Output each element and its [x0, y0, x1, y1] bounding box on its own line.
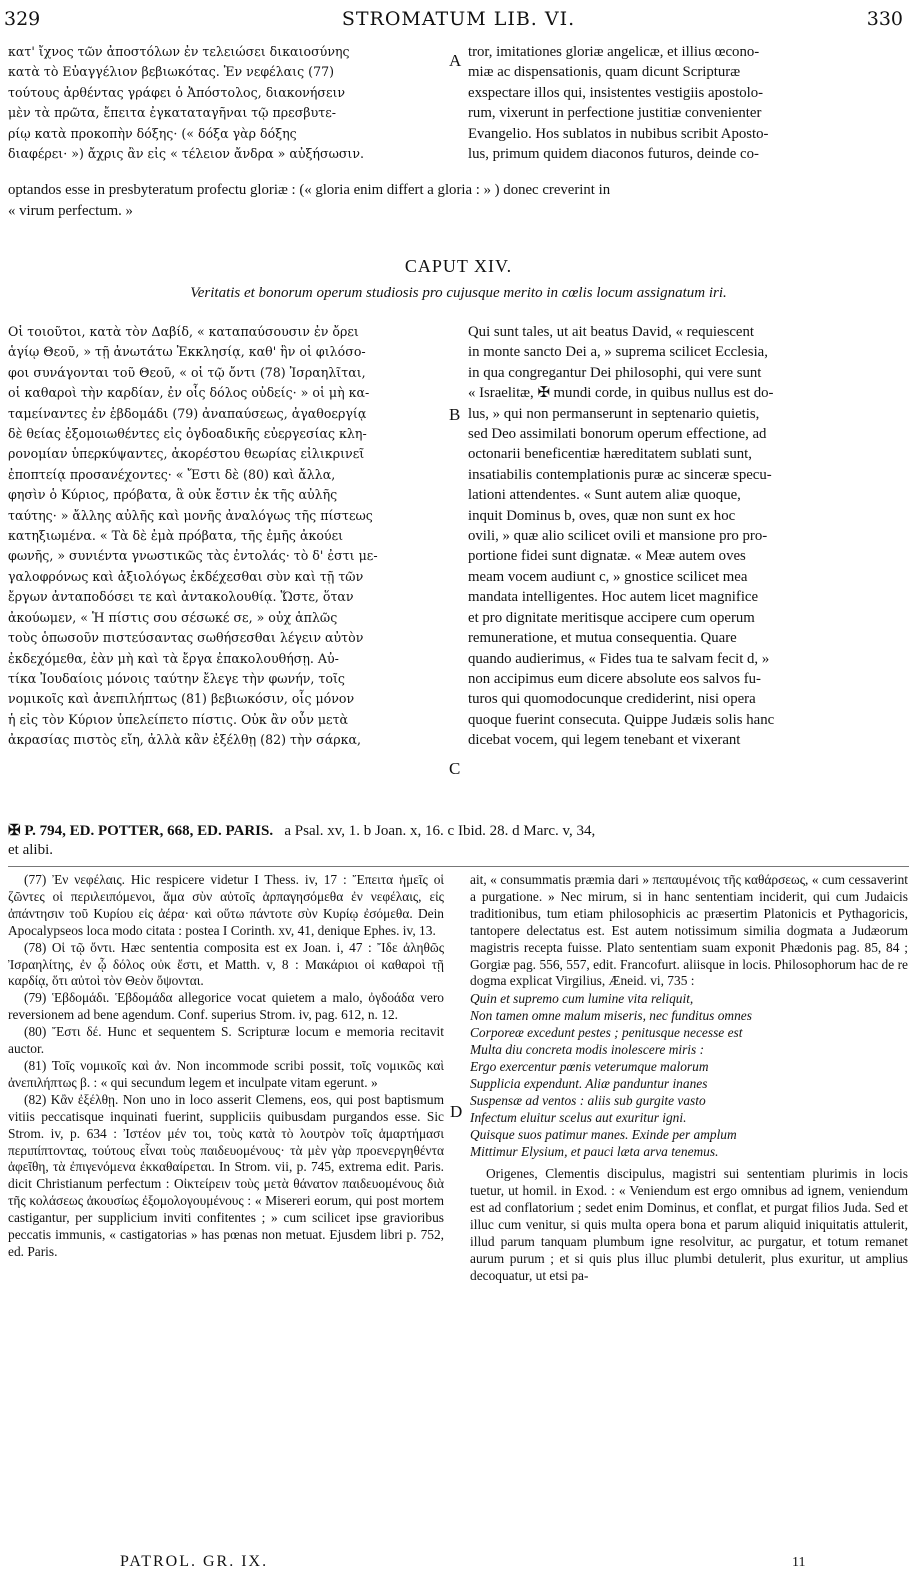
- greek-line: ἀκούωμεν, « Ἡ πίστις σου σέσωκέ σε, » οὐχ ἁπλῶς: [8, 609, 338, 625]
- edition-reference: ✠ P. 794, ED. POTTER, 668, ED. PARIS.: [8, 823, 274, 839]
- greek-line: μὲν τὰ πρῶτα, ἔπειτα ἐγκαταταγῆναι τῷ πρεσβυτε-: [8, 105, 336, 121]
- greek-line: ρίῳ κατὰ προκοπὴν δόξης· (« δόξα γὰρ δόξης: [8, 125, 297, 141]
- greek-line: κατηξιωμένα. « Τὰ δὲ ἐμὰ πρόβατα, τῆς ἐμῆς ἀκούει: [8, 528, 344, 544]
- greek-line: τοὺς ὁπωσοῦν πιστεύσαντας σωθήσεσθαι λέγειν αὐτὸν: [8, 630, 364, 646]
- latin-line: meam vocem audiunt c, » gnostice scilicet mea: [468, 568, 748, 585]
- latin-line: inquit Dominus b, oves, quæ non sunt ex hoc: [468, 507, 736, 524]
- latin-line: « Israelitæ, ✠ mundi corde, in quibus nullus est do-: [468, 385, 774, 402]
- greek-line: ἁγίῳ Θεοῦ, » τῇ ἀνωτάτω Ἐκκλησίᾳ, καθ' ἣν οἱ φιλόσο-: [8, 344, 366, 360]
- greek-line: ἐποπτείᾳ προσανέχοντες· « Ἔστι δὲ (80) καὶ ἄλλα,: [8, 466, 336, 482]
- margin-letter-d: D: [450, 1102, 463, 1121]
- greek-line: τίκα Ἰουδαίοις μόνοις ταύτην ἔλεγε τὴν φωνήν, τοῖς: [8, 670, 345, 686]
- greek-line: κατὰ τὸ Εὐαγγέλιον βεβιωκότας. Ἐν νεφέλαις (77): [8, 64, 335, 80]
- footer-mark: 11: [792, 1555, 806, 1570]
- margin-letter-b: B: [449, 405, 461, 424]
- latin-line: in monte sancto Dei a, » suprema scilicet Ecclesia,: [468, 344, 768, 361]
- greek-line: κατ' ἴχνος τῶν ἀποστόλων ἐν τελειώσει δικαιοσύνης: [8, 44, 350, 59]
- latin-line: Evangelio. Hos sublatos in nubibus scribit Aposto-: [468, 125, 769, 142]
- greek-line: φωνῆς, » συνιέντα γνωστικῶς τὰς ἐντολάς· τὸ δ' ἐστι με-: [8, 548, 378, 564]
- latin-line: miæ ac dispensationis, quam dicunt Scripturæ: [468, 64, 741, 81]
- latin-line: quoque fuerint consecuta. Quippe Judæis solis hanc: [468, 711, 775, 728]
- footnote: (78) Οἱ τῷ ὄντι. Hæc sententia composita est ex Joan. i, 47 : Ἴδε ἀληθῶς Ἰσραηλίτης, ἐν ᾧ δόλος οὐκ ἔστι, et Matth. v, 8 : Μακάριοι οἱ καθαροὶ τῇ καρδίᾳ, ὅτι αὐτοὶ τὸν Θεὸν ὄψονται.: [8, 939, 444, 989]
- notes-right-column: [470, 872, 908, 1548]
- top-full-line-1: optandos esse in presbyteratum profectu gloriæ : (« gloria enim differt a gloria : » ) donec creverint in: [8, 182, 611, 198]
- latin-line: exspectare illos qui, insistentes vestigiis apostolo-: [468, 84, 764, 101]
- greek-line: Οἱ τοιοῦτοι, κατὰ τὸν Δαβίδ, « καταπαύσουσιν ἐν ὄρει: [8, 324, 359, 339]
- latin-line: ovili, » quæ alio scilicet ovili et mansione pro pro-: [468, 528, 768, 545]
- footnote: (82) Κἂν ἐξέλθῃ. Non uno in loco asserit Clemens, eos, qui post baptismum vitiis peccatisque inquinati fuerint, suppliciis quibusdam purgandos esse. Sic Strom. iv, p. 634 : Ἰστέον μέν τοι, τοὺς κατὰ τὸ λουτρὸν τοῖς ἁμαρτήμασι περιπίπτοντας, τούτους εἶναι τοὺς παιδευομένους· τὰ μὲν γὰρ προενεργηθέντα ἀφεῖθη, τὰ ἐπιγενόμενα ἐκκαθαίρεται. In Strom. vii, p. 745, extrema edit. Paris. dicit Christianum perfectum : Οἰκτείρειν τοὺς μετὰ θάνατον παιδευομένους διὰ τῆς κολάσεως ἀκουσίως ἐξομολογουμένους : « Misereri eorum, qui post mortem castigantur, per supplicium inviti confitentes ; » cum scilicet ipse gravioribus peccatis immunis, « castigatorias » has pœnas non metuat. Ejusdem libri p. 752, ed. Paris.: [8, 1091, 444, 1259]
- greek-line: ταύτης· » ἄλλης αὐλῆς καὶ μονῆς ἀναλόγως τῆς πίστεως: [8, 507, 373, 523]
- scripture-references: [8, 822, 908, 860]
- latin-line: non accipimus eum dicere absolute eos salvos fu-: [468, 670, 761, 687]
- greek-line: ταμείναντες ἐν ἑβδομάδι (79) ἀναπαύσεως, ἀγαθοεργίᾳ: [8, 405, 367, 421]
- latin-line: sed Deo assimilati bonorum operum effectione, ad: [468, 426, 767, 443]
- top-full-line-2: « virum perfectum. »: [8, 203, 133, 219]
- latin-line: dicebat vocem, qui legem tenebant et vixerant: [468, 732, 741, 749]
- latin-line: quando audierimus, « Fides tua te salvam fecit d, »: [468, 650, 770, 667]
- latin-line: et pro dignitate meritisque accipere cum operum: [468, 609, 755, 626]
- latin-line: lus, » qui non permanserunt in septenario quietis,: [468, 405, 760, 422]
- margin-letter-c: C: [449, 759, 461, 778]
- greek-line: διαφέρει· ») ἄχρις ἂν εἰς « τέλειον ἄνδρα » αὐξήσωσιν.: [8, 146, 365, 162]
- top-latin-column: [468, 42, 908, 168]
- poem-line: Multa diu concreta modis inolescere miris :: [470, 1042, 705, 1058]
- latin-line: insatiabilis contemplationis puræ ac sinceræ specu-: [468, 466, 772, 483]
- poem-line: Quin et supremo cum lumine vita reliquit,: [470, 991, 694, 1007]
- greek-line: ἡ εἰς τὸν Κύριον ὑπελείπετο πίστις. Οὐκ ἂν οὖν μετὰ: [8, 711, 349, 727]
- greek-line: ἐκδεχόμεθα, ἐὰν μὴ καὶ τὰ ἔργα ἐπακολουθήσῃ. Αὐ-: [8, 650, 339, 666]
- poem-line: Ergo exercentur pœnis veterumque malorum: [470, 1058, 709, 1074]
- notes-divider: [8, 866, 909, 867]
- greek-line: δὲ θείας ἐξομοιωθέντες εἰς ὀγδοαδικῆς εὐεργεσίας κλη-: [8, 426, 367, 442]
- chapter-title: CAPUT XIV.: [404, 256, 513, 276]
- poem-line: Supplicia expendunt. Aliæ panduntur inanes: [470, 1075, 708, 1091]
- greek-line: οἱ καθαροὶ τὴν καρδίαν, ἐν οἷς δόλος οὐδείς· » οἱ μὴ κα-: [8, 385, 370, 401]
- latin-line: mandata intelligentes. Hoc autem licet magnifice: [468, 589, 759, 606]
- footnote-origen: Origenes, Clementis discipulus, magistri sui sententiam plurimis in locis tuetur, ut homil. in Exod. : « Veniendum est ergo omnibus ad ignem, veniendum est ad conflatorium ; sedet enim Dominus, et conflat, et purgat filios Juda. Sed et illuc cum venitur, si quis multa opera bona et parum aliquid iniquitatis attulerit, illud parum tanquam plumbum igne resolvitur, ac purgatur, et totum remanet aurum purum ; et si quis plus illuc plumbi detulerit, plus exuritur, ut amplius decoquatur, ut etsi pa-: [470, 1166, 908, 1283]
- running-title: STROMATUM LIB. VI.: [341, 8, 576, 30]
- main-latin-column: [468, 322, 908, 754]
- latin-line: remuneratione, et mutua consequentia. Quare: [468, 630, 737, 647]
- scripture-citations-cont: et alibi.: [8, 842, 53, 858]
- greek-line: φησὶν ὁ Κύριος, πρόβατα, ἃ οὐκ ἔστιν ἐκ τῆς αὐλῆς: [8, 487, 338, 503]
- latin-line: rum, vixerunt in perfectione justitiæ convenienter: [468, 105, 762, 122]
- greek-line: φοι συνάγονται τοῦ Θεοῦ, « οἱ τῷ ὄντι (78) Ἰσραηλῖται,: [8, 364, 366, 380]
- footnote: (77) Ἐν νεφέλαις. Hic respicere videtur I Thess. iv, 17 : Ἔπειτα ἡμεῖς οἱ ζῶντες οἱ περιλειπόμενοι, ἅμα σὺν αὐτοῖς ἁρπαγησόμεθα ἐν νεφέλαις, εἰς ἀπάντησιν τοῦ Κυρίου εἰς ἀέρα· καὶ οὕτω πάντοτε σὺν Κυρίῳ ἐσόμεθα. Dein Apocalypseos loca modo citata : postea I Corinth. xv, 41, denique Ephes. iv, 13.: [8, 872, 444, 938]
- footer-signature: PATROL. GR. IX.: [120, 1553, 269, 1570]
- greek-line: ρονομίαν ὑπερκύψαντες, ἀκορέστου θεωρίας εἰλικρινεῖ: [8, 446, 365, 462]
- latin-line: turos qui quomodocunque crediderint, nisi opera: [468, 691, 756, 708]
- poem-line: Infectum eluitur scelus aut exuritur igni.: [470, 1109, 687, 1125]
- poem-line: Mittimur Elysium, et pauci læta arva tenemus.: [470, 1143, 719, 1159]
- greek-line: ἀκρασίας πιστὸς εἴη, ἀλλὰ κἂν ἐξέλθῃ (82) τὴν σάρκα,: [8, 732, 362, 748]
- latin-line: Qui sunt tales, ut ait beatus David, « requiescent: [468, 324, 755, 340]
- greek-line: γαλοφρόνως καὶ ἀξιολόγως ἐκδέχεσθαι σὺν καὶ τῇ τῶν: [8, 568, 364, 584]
- footnote: (80) Ἔστι δέ. Hunc et sequentem S. Scripturæ locum e memoria recitavit auctor.: [8, 1024, 444, 1057]
- running-header: [0, 8, 917, 34]
- latin-line: octonarii beneficentiæ hæreditatem sublati sunt,: [468, 446, 752, 463]
- poem-line: Suspensæ ad ventos : aliis sub gurgite vasto: [470, 1092, 706, 1108]
- greek-line: τούτους ἀρθέντας γράφει ὁ Ἀπόστολος, διακονήσειν: [8, 84, 346, 100]
- footnote: (79) Ἑβδομάδι. Ἑβδομάδα allegorice vocat quietem a malo, ὀγδοάδα vero reversionem ad bene agendum. Conf. superius Strom. iv, pag. 612, n. 12.: [8, 990, 444, 1023]
- page-number-right: 330: [866, 8, 903, 30]
- footnote: (81) Τοῖς νομικοῖς καὶ ἀν. Non incommode scribi possit, τοῖς νομικῶς καὶ ἀνεπιλήπτως β. : « qui secundum legem et inculpate vitam egerunt. »: [8, 1057, 444, 1090]
- poem-line: Corporeæ excedunt pestes ; penitusque necesse est: [470, 1025, 743, 1041]
- top-greek-column: [8, 42, 452, 168]
- scripture-citations: a Psal. xv, 1. b Joan. x, 16. c Ibid. 28. d Marc. v, 34,: [284, 823, 596, 839]
- page-number-left: 329: [4, 8, 41, 30]
- poem-line: Non tamen omne malum miseris, nec funditus omnes: [470, 1008, 752, 1024]
- footnote-continuation: ait, « consummatis præmia dari » πεπαυμένοις τῆς καθάρσεως, « cum cessaverint a purgatione. » Nec mirum, si in hanc sententiam inciderit, qui cum Judaicis traditionibus, tum etiam philosophicis ac præsertim Platonicis et Pythagoricis, tantopere delectatus est. Est autem notissimum similia dogmata a Judæorum magistris recepta fuisse. Plato sententiam suam exponit Phædonis pag. 85, 84 ; Gorgiæ pag. 556, 557, edit. Francofurt. aliisque in locis. Philosophorum hac de re dogma explicat Virgilius, Æneid. vi, 735 :: [470, 872, 908, 989]
- latin-line: lationi attendentes. « Sunt autem aliæ quoque,: [468, 487, 741, 504]
- greek-line: ἔργων ἀνταποδόσει τε καὶ ἀντακολουθίᾳ. Ὥστε, ὅταν: [8, 589, 354, 605]
- greek-line: νομικοῖς καὶ ἀνεπιλήπτως (81) βεβιωκόσιν, οἷς μόνον: [8, 691, 355, 707]
- poem-line: Quisque suos patimur manes. Exinde per amplum: [470, 1126, 737, 1142]
- latin-line: lus, primum quidem diaconos futuros, deinde co-: [468, 146, 759, 163]
- main-greek-column: [8, 322, 452, 754]
- poem-quotation: [470, 991, 908, 1160]
- notes-left-column: [8, 872, 444, 1548]
- margin-letter-a: A: [449, 51, 462, 70]
- latin-line: tror, imitationes gloriæ angelicæ, et illius œcono-: [468, 44, 760, 60]
- latin-line: in qua congregantur Dei philosophi, qui vere sunt: [468, 364, 762, 381]
- latin-line: portione fidei sunt dignatæ. « Meæ autem oves: [468, 548, 746, 565]
- chapter-subtitle: Veritatis et bonorum operum studiosis pro cujusque merito in cœlis locum assignatum iri.: [190, 285, 727, 301]
